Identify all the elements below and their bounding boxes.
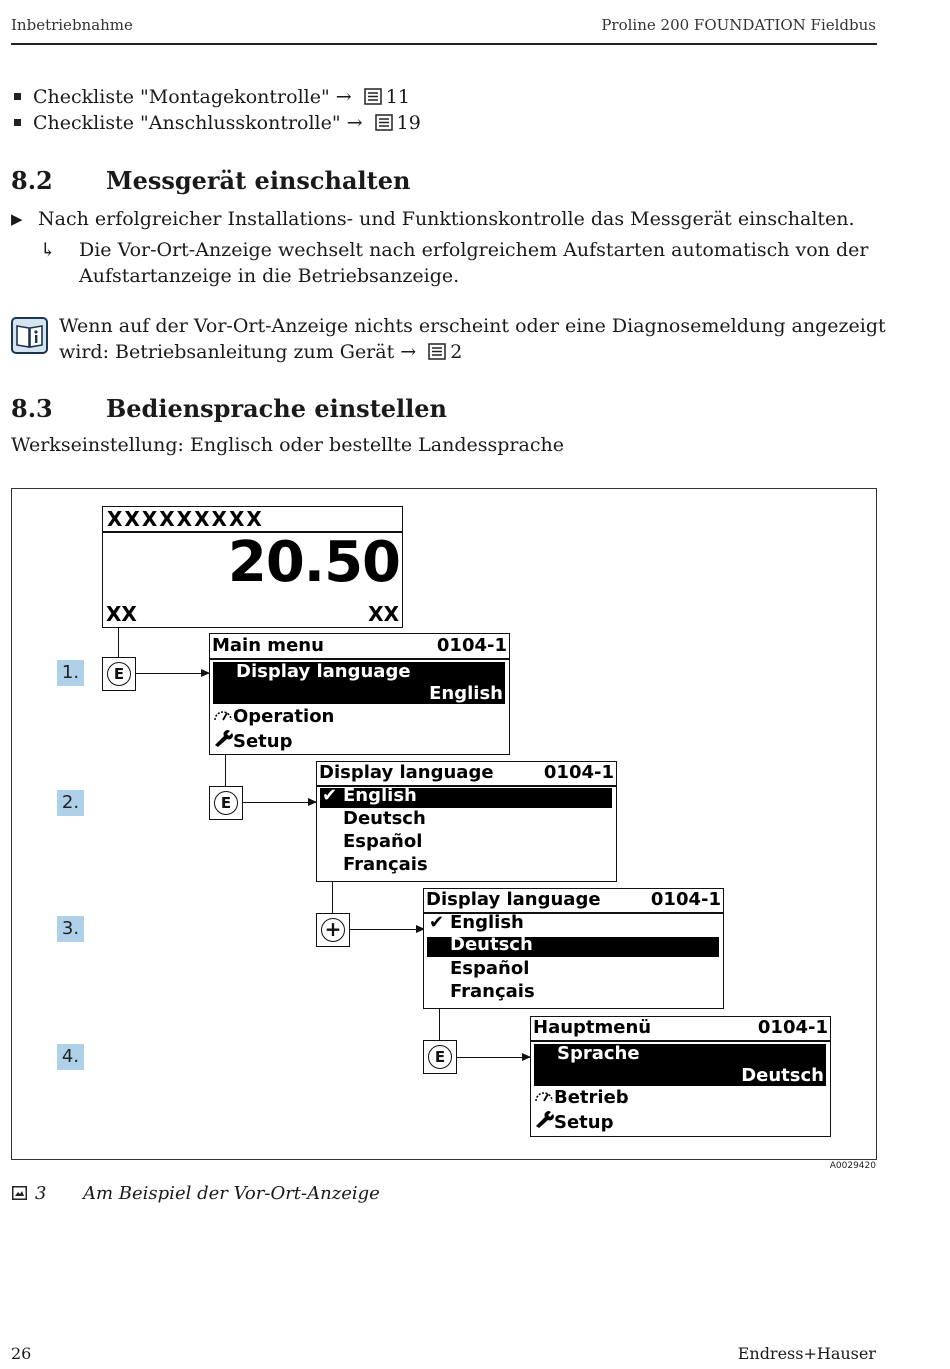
header-left: Inbetriebnahme — [11, 16, 133, 34]
result-text-line1: Die Vor-Ort-Anzeige wechselt nach erfolgreichem Aufstarten automatisch von der — [79, 239, 869, 261]
page-reference-icon — [428, 343, 446, 360]
page-reference-icon — [375, 114, 393, 131]
header-rule — [11, 43, 877, 45]
measured-value: 20.50 — [227, 530, 400, 595]
manual-info-icon — [11, 317, 48, 354]
step-text: Nach erfolgreicher Installations- und Funktionskontrolle das Messgerät einschalten. — [38, 208, 855, 230]
language-option: Français — [343, 854, 428, 875]
operation-gauge-icon — [213, 707, 233, 722]
figure-frame — [11, 488, 877, 1160]
language-option: English — [343, 785, 417, 806]
step-label: 4. — [57, 1044, 84, 1070]
checklist-item: Checkliste "Montagekontrolle" → 11 — [11, 84, 410, 110]
language-screen — [423, 888, 724, 1009]
enter-key-icon: E — [102, 657, 136, 691]
plus-key-icon: + — [316, 913, 350, 947]
menu-item: Setup — [534, 1111, 613, 1133]
checkmark-icon: ✔ — [429, 912, 445, 933]
figure-icon — [12, 1186, 27, 1200]
section-number: 8.2 — [11, 166, 53, 195]
bullet-icon — [14, 93, 21, 100]
default-setting-text: Werkseinstellung: Englisch oder bestellte Landessprache — [11, 434, 564, 456]
screen-title: Display language — [426, 889, 601, 910]
screen-code: 0104-1 — [650, 889, 721, 910]
selected-item: Sprache Deutsch — [534, 1044, 826, 1086]
result-arrow-icon: ↳ — [40, 239, 56, 261]
step-marker-icon: ▶ — [11, 210, 23, 228]
note-line1: Wenn auf der Vor-Ort-Anzeige nichts erscheint oder eine Diagnosemeldung angezeigt — [59, 315, 886, 337]
caption-number: 3 — [35, 1183, 47, 1204]
main-menu-screen — [209, 633, 510, 755]
checklist-item: Checkliste "Anschlusskontrolle" → 19 — [11, 110, 421, 136]
language-option: English — [450, 912, 524, 933]
screen-code: 0104-1 — [543, 762, 614, 783]
step-label: 3. — [57, 916, 84, 942]
language-option: Español — [450, 958, 530, 979]
section-title: Bediensprache einstellen — [106, 394, 448, 423]
bullet-icon — [14, 119, 21, 126]
display-unit-left: XX — [106, 602, 137, 626]
screen-title: Main menu — [212, 635, 324, 656]
enter-key-icon: E — [209, 786, 243, 820]
figure-id: A0029420 — [829, 1161, 876, 1171]
screen-title: Hauptmenü — [533, 1017, 652, 1038]
header-right: Proline 200 FOUNDATION Fieldbus — [601, 16, 876, 34]
step-label: 2. — [57, 790, 84, 816]
section-number: 8.3 — [11, 394, 53, 423]
menu-item: Setup — [213, 730, 292, 752]
brand-name: Endress+Hauser — [737, 1344, 876, 1363]
menu-item: Operation — [213, 706, 334, 727]
setup-wrench-icon — [213, 730, 233, 747]
screen-title: Display language — [319, 762, 494, 783]
screen-code: 0104-1 — [436, 635, 507, 656]
language-option: Deutsch — [450, 934, 533, 955]
step-label: 1. — [57, 660, 84, 686]
result-text-line2: Aufstartanzeige in die Betriebsanzeige. — [79, 265, 460, 287]
hauptmenu-screen — [530, 1016, 831, 1137]
page-reference-icon — [364, 88, 382, 105]
language-option: Español — [343, 831, 423, 852]
enter-key-icon: E — [423, 1040, 457, 1074]
operational-display — [102, 506, 403, 628]
operation-gauge-icon — [534, 1088, 554, 1103]
display-header: XXXXXXXXX — [107, 507, 264, 531]
setup-wrench-icon — [534, 1111, 554, 1128]
section-title: Messgerät einschalten — [106, 166, 411, 195]
menu-item: Betrieb — [534, 1087, 629, 1108]
note-line2: wird: Betriebsanleitung zum Gerät → 2 — [59, 341, 463, 363]
language-option: Deutsch — [343, 808, 426, 829]
language-screen — [316, 761, 617, 882]
checkmark-icon: ✔ — [322, 785, 338, 806]
selected-item: Display language English — [213, 662, 505, 704]
display-unit-right: XX — [368, 602, 399, 626]
screen-code: 0104-1 — [757, 1017, 828, 1038]
language-option: Français — [450, 981, 535, 1002]
page-number: 26 — [11, 1344, 32, 1363]
figure-caption: Am Beispiel der Vor-Ort-Anzeige — [83, 1183, 380, 1204]
